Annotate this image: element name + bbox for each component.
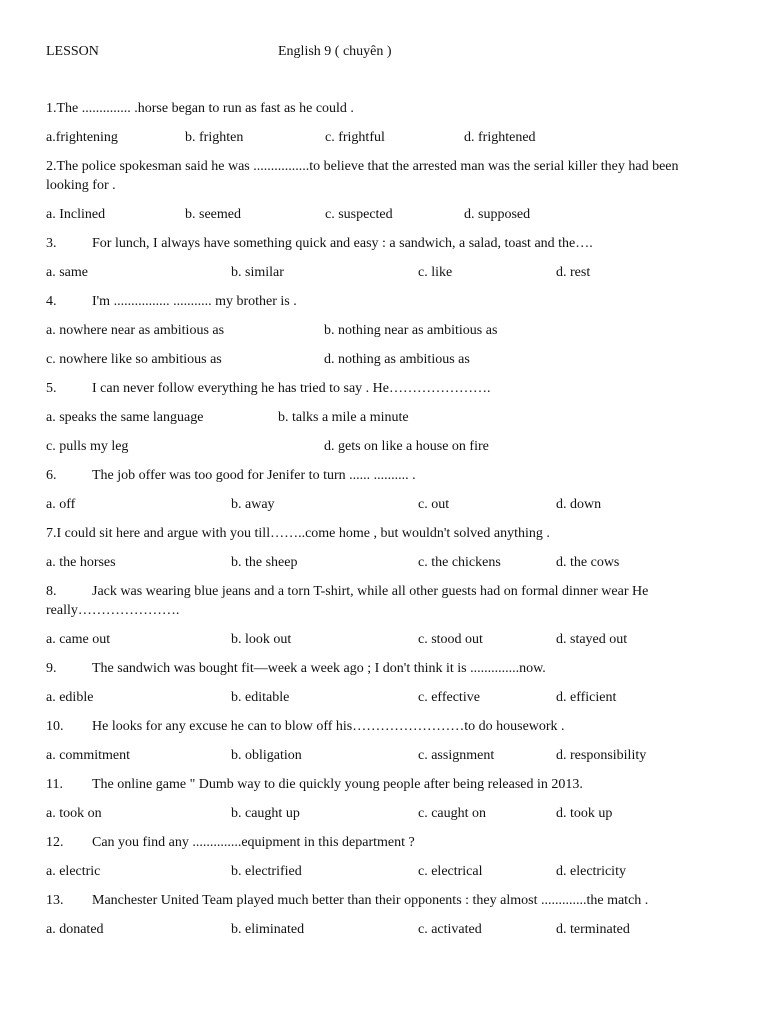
answer-option: a. the horses (46, 555, 116, 570)
answer-option: d. gets on like a house on fire (324, 439, 489, 454)
question-text: I could sit here and argue with you till……..come home , but wouldn't solved anything . (56, 526, 550, 541)
answer-option: d. electricity (556, 864, 626, 879)
answer-option: b. seemed (185, 207, 241, 222)
answer-options-row (46, 746, 718, 765)
answer-option: b. nothing near as ambitious as (324, 323, 498, 338)
answer-option: d. took up (556, 806, 613, 821)
answer-option: c. caught on (418, 806, 487, 821)
answer-options-row (46, 862, 718, 881)
subject-title: English 9 ( chuyên ) (278, 44, 392, 59)
answer-option: a. electric (46, 864, 101, 879)
answer-options-row (46, 630, 718, 649)
answer-option: c. frightful (325, 130, 385, 145)
answer-option: c. electrical (418, 864, 483, 879)
answer-option: a.frightening (46, 130, 118, 145)
answer-option: c. assignment (418, 748, 495, 763)
question-number: 9. (46, 661, 57, 676)
answer-option: c. the chickens (418, 555, 501, 570)
answer-option: a. off (46, 497, 76, 512)
answer-option: c. like (418, 265, 453, 280)
answer-option: a. came out (46, 632, 111, 647)
question-10 (46, 717, 718, 736)
answer-option: a. same (46, 265, 88, 280)
question-number: 11. (46, 777, 63, 792)
question-5 (46, 379, 718, 398)
answer-option: a. donated (46, 922, 104, 937)
answer-option: b. editable (231, 690, 290, 705)
answer-option: b. the sheep (231, 555, 298, 570)
question-11 (46, 775, 718, 794)
answer-option: d. down (556, 497, 602, 512)
answer-options-row (46, 804, 718, 823)
question-1 (46, 99, 718, 118)
question-2 (46, 157, 718, 195)
answer-options-row (46, 553, 718, 572)
answer-option: b. obligation (231, 748, 302, 763)
answer-option: a. nowhere near as ambitious as (46, 323, 225, 338)
question-number: 2. (46, 159, 57, 174)
answer-option: a. edible (46, 690, 94, 705)
answer-options-row (46, 128, 718, 147)
question-number: 12. (46, 835, 64, 850)
answer-option: d. nothing as ambitious as (324, 352, 470, 367)
question-number: 13. (46, 893, 64, 908)
answer-option: d. the cows (556, 555, 620, 570)
question-list (46, 99, 718, 949)
answer-option: b. similar (231, 265, 284, 280)
question-number: 5. (46, 381, 57, 396)
question-text: The police spokesman said he was ................to believe that the arrested man was the serial killer they had been looking for . (46, 159, 679, 193)
question-text: The .............. .horse began to run as fast as he could . (56, 101, 354, 116)
answer-option: c. activated (418, 922, 482, 937)
answer-options-row (46, 408, 718, 427)
answer-option: c. pulls my leg (46, 439, 129, 454)
question-text: The job offer was too good for Jenifer to turn ...... .......... . (92, 468, 416, 483)
answer-option: a. Inclined (46, 207, 106, 222)
answer-options-row (46, 263, 718, 282)
answer-option: b. frighten (185, 130, 244, 145)
question-number: 7. (46, 526, 57, 541)
answer-option: b. caught up (231, 806, 300, 821)
answer-options-row (46, 321, 718, 340)
worksheet-header (46, 44, 726, 64)
answer-options-row (46, 920, 718, 939)
question-number: 6. (46, 468, 57, 483)
answer-option: d. stayed out (556, 632, 628, 647)
answer-option: a. commitment (46, 748, 130, 763)
answer-option: b. talks a mile a minute (278, 410, 409, 425)
answer-option: c. stood out (418, 632, 483, 647)
question-number: 1. (46, 101, 57, 116)
question-13 (46, 891, 718, 910)
answer-option: d. rest (556, 265, 591, 280)
answer-option: b. eliminated (231, 922, 305, 937)
answer-option: c. suspected (325, 207, 393, 222)
question-number: 4. (46, 294, 57, 309)
question-text: The sandwich was bought fit—week a week ago ; I don't think it is ..............now. (92, 661, 546, 676)
question-9 (46, 659, 718, 678)
answer-option: d. supposed (464, 207, 531, 222)
question-text: Manchester United Team played much better than their opponents : they almost .............the match . (92, 893, 649, 908)
question-text: The online game " Dumb way to die quickly young people after being released in 2013. (92, 777, 583, 792)
question-4 (46, 292, 718, 311)
question-number: 10. (46, 719, 64, 734)
question-12 (46, 833, 718, 852)
answer-option: d. terminated (556, 922, 630, 937)
question-text: I can never follow everything he has tried to say . He…………………. (92, 381, 491, 396)
answer-options-row (46, 437, 718, 456)
question-3 (46, 234, 718, 253)
question-text: He looks for any excuse he can to blow off his……………………to do housework . (92, 719, 565, 734)
answer-options-row (46, 495, 718, 514)
question-8 (46, 582, 718, 620)
answer-options-row (46, 350, 718, 369)
question-text: I'm ................ ........... my brother is . (92, 294, 297, 309)
answer-option: b. electrified (231, 864, 302, 879)
answer-option: c. effective (418, 690, 480, 705)
question-7 (46, 524, 718, 543)
lesson-label: LESSON (46, 44, 99, 59)
answer-option: b. away (231, 497, 275, 512)
answer-option: a. took on (46, 806, 102, 821)
question-text: Can you find any ..............equipment in this department ? (92, 835, 415, 850)
answer-option: d. responsibility (556, 748, 647, 763)
answer-options-row (46, 205, 718, 224)
answer-option: a. speaks the same language (46, 410, 204, 425)
answer-option: d. frightened (464, 130, 536, 145)
answer-options-row (46, 688, 718, 707)
question-text: Jack was wearing blue jeans and a torn T-shirt, while all other guests had on formal dinner wear He really…………………. (46, 584, 649, 618)
answer-option: d. efficient (556, 690, 617, 705)
question-6 (46, 466, 718, 485)
question-number: 8. (46, 584, 57, 599)
question-number: 3. (46, 236, 57, 251)
answer-option: c. out (418, 497, 450, 512)
answer-option: c. nowhere like so ambitious as (46, 352, 222, 367)
answer-option: b. look out (231, 632, 292, 647)
question-text: For lunch, I always have something quick and easy : a sandwich, a salad, toast and the…. (92, 236, 593, 251)
